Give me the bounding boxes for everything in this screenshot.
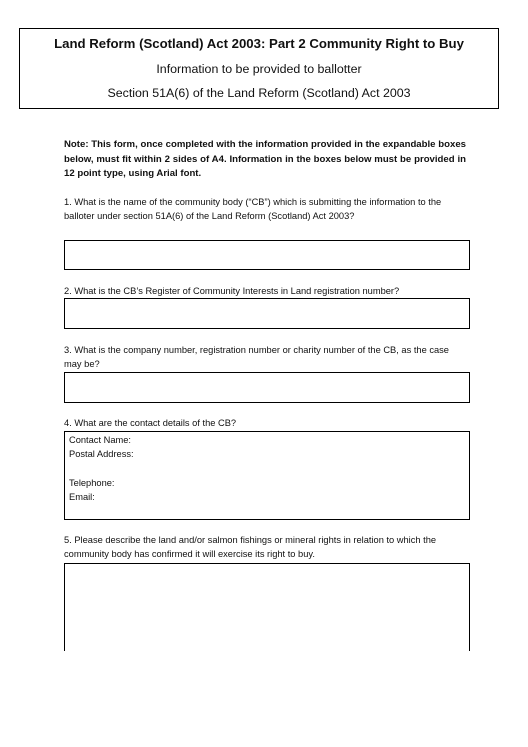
form-section-reference: Section 51A(6) of the Land Reform (Scotland) Act 2003: [107, 86, 411, 100]
question-4: 4. What are the contact details of the CB?: [64, 418, 237, 428]
form-subtitle: Information to be provided to ballotter: [156, 62, 362, 76]
answer-box-4[interactable]: [64, 431, 470, 520]
question-2: 2. What is the CB’s Register of Community Interests in Land registration number?: [64, 286, 400, 296]
contact-name-label: Contact Name:: [69, 435, 132, 445]
answer-box-5[interactable]: [64, 563, 470, 651]
form-note: Note: This form, once completed with the information provided in the expandable boxes below, must fit within 2 sides of A4. Information in the boxes below must be provided in 12 point type, using Arial font.: [64, 139, 466, 179]
telephone-label: Telephone:: [69, 477, 115, 488]
answer-box-1[interactable]: [64, 240, 470, 270]
email-label: Email:: [69, 492, 95, 503]
form-title: Land Reform (Scotland) Act 2003: Part 2 Community Right to Buy: [54, 36, 464, 51]
question-3: 3. What is the company number, registration number or charity number of the CB, as the case may be?: [64, 345, 449, 369]
question-5: 5. Please describe the land and/or salmon fishings or mineral rights in relation to which the community body has confirmed it will exercise its right to buy.: [64, 535, 437, 559]
answer-box-3[interactable]: [64, 372, 470, 403]
answer-box-2[interactable]: [64, 298, 470, 329]
title-box: [19, 28, 499, 109]
postal-address-label: Postal Address:: [69, 449, 134, 460]
question-1: 1. What is the name of the community body (“CB”) which is submitting the information to the balloter under section 51A(6) of the Land Reform (Scotland) Act 2003?: [64, 197, 442, 221]
contact-details: [65, 432, 469, 504]
